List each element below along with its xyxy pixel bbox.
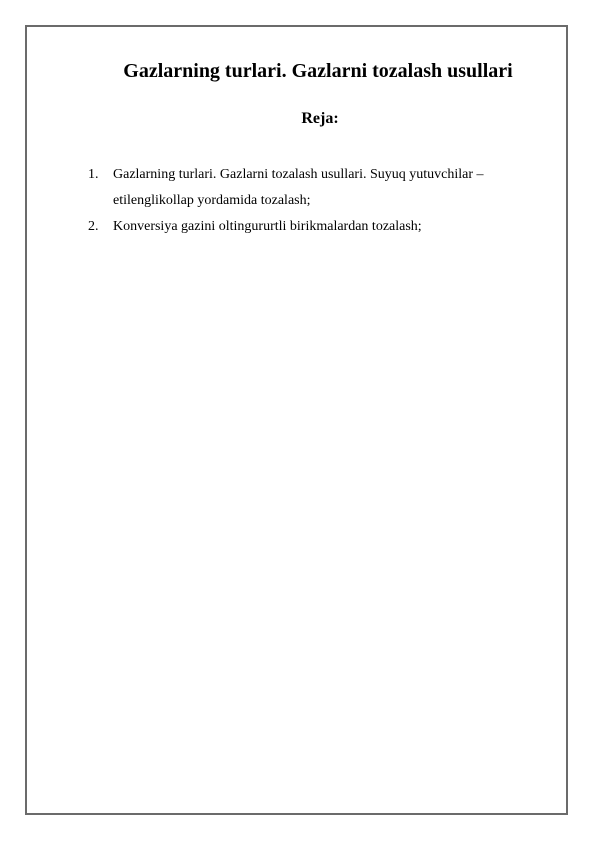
plan-item-text: Konversiya gazini oltingururtli birikmalardan tozalash;	[113, 219, 422, 234]
plan-item	[88, 162, 550, 214]
plan-item-number: 1.	[88, 167, 99, 182]
plan-item-number: 2.	[88, 219, 99, 234]
page-border	[25, 25, 568, 815]
plan-list	[88, 162, 550, 240]
document-title: Gazlarning turlari. Gazlarni tozalash usullari	[123, 60, 513, 82]
plan-heading: Reja:	[301, 110, 339, 127]
plan-item	[88, 214, 550, 240]
plan-item-text: Gazlarning turlari. Gazlarni tozalash usullari. Suyuq yutuvchilar – etilenglikollap yordamida tozalash;	[113, 167, 484, 208]
